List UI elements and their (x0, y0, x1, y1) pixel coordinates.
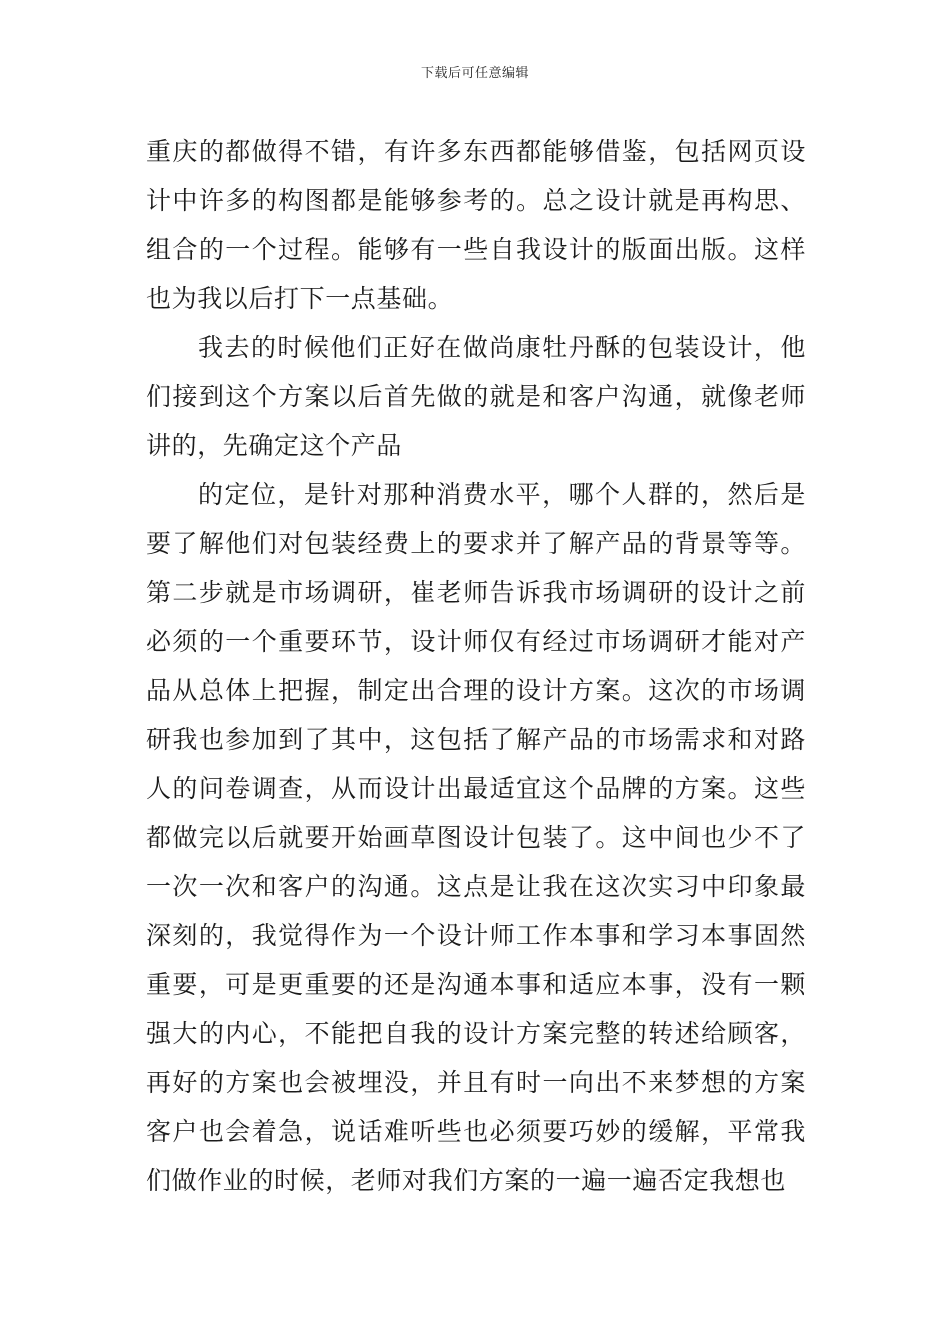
paragraph-2: 我去的时候他们正好在做尚康牡丹酥的包装设计，他们接到这个方案以后首先做的就是和客户沟通，就像老师讲的，先确定这个产品 (146, 333, 806, 460)
paragraph-3: 的定位，是针对那种消费水平，哪个人群的，然后是要了解他们对包装经费上的要求并了解产品的背景等等。第二步就是市场调研，崔老师告诉我市场调研的设计之前必须的一个重要环节，设计师仅有经过市场调研才能对产品从总体上把握，制定出合理的设计方案。这次的市场调研我也参加到了其中，这包括了解产品的市场需求和对路人的问卷调查，从而设计出最适宜这个品牌的方案。这些都做完以后就要开始画草图设计包装了。这中间也少不了一次一次和客户的沟通。这点是让我在这次实习中印象最深刻的，我觉得作为一个设计师工作本事和学习本事固然重要，可是更重要的还是沟通本事和适应本事，没有一颗强大的内心，不能把自我的设计方案完整的转述给顾客，再好的方案也会被埋没，并且有时一向出不来梦想的方案客户也会着急，说话难听些也必须要巧妙的缓解，平常我们做作业的时候，老师对我们方案的一遍一遍否定我想也 (146, 480, 806, 1195)
paragraph-1: 重庆的都做得不错，有许多东西都能够借鉴，包括网页设计中许多的构图都是能够参考的。总之设计就是再构思、组合的一个过程。能够有一些自我设计的版面出版。这样也为我以后打下一点基础。 (146, 137, 806, 313)
document-body (146, 127, 806, 1205)
page-header: 下载后可任意编辑 (420, 66, 529, 81)
